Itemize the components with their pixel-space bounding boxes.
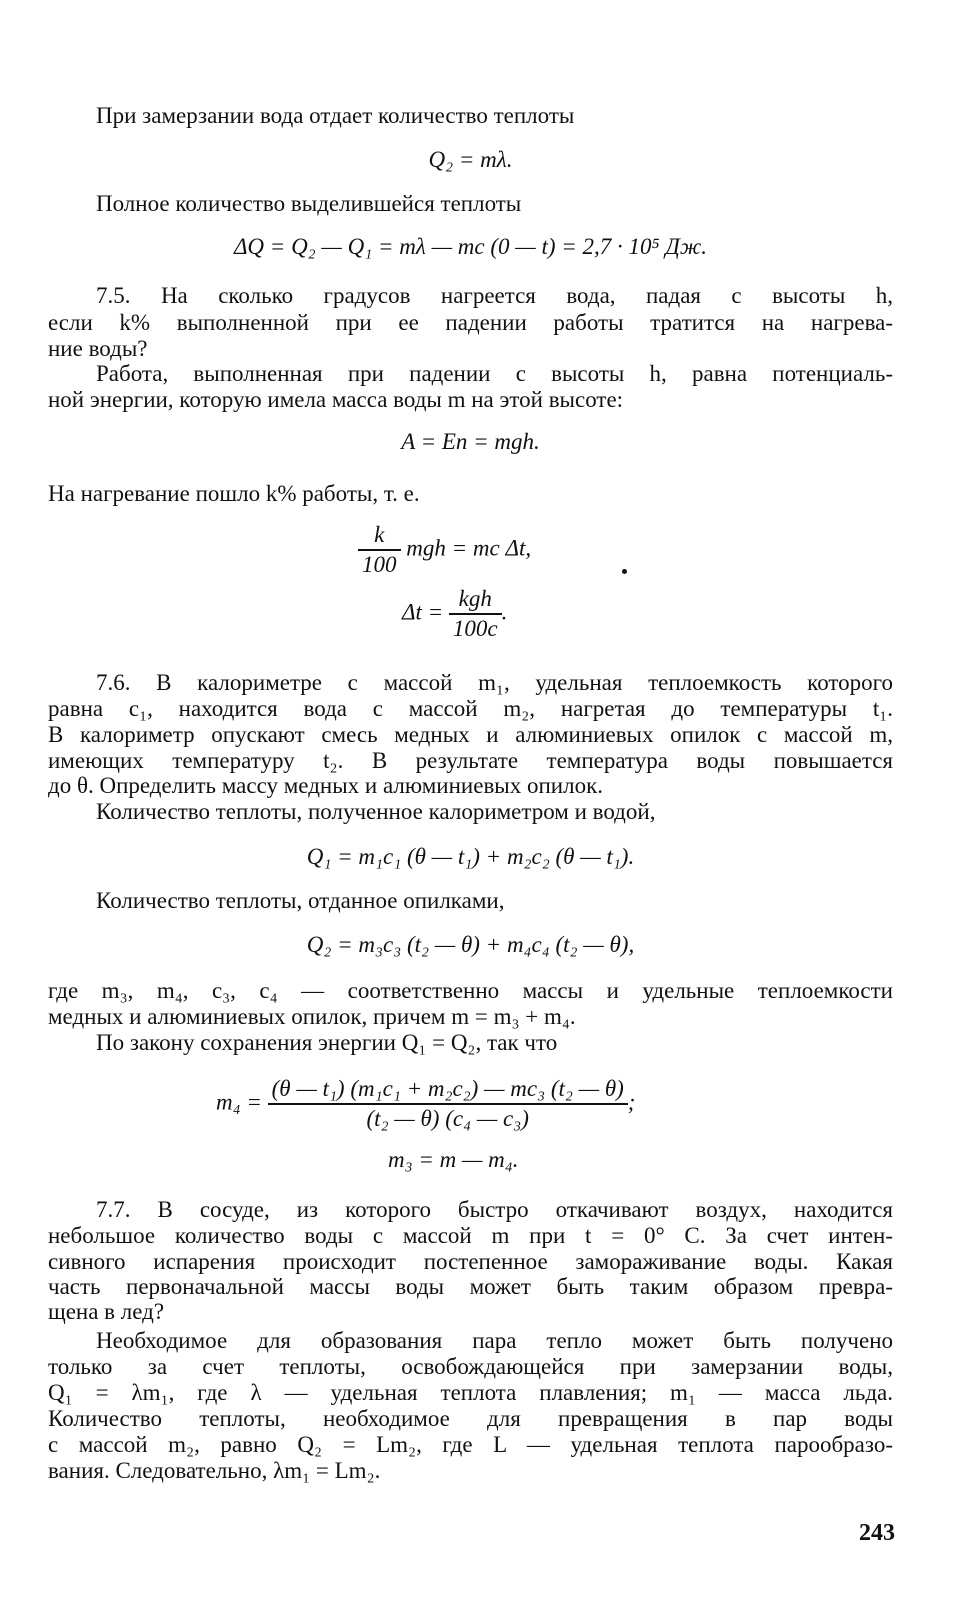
equation: Q₁ = m₁c₁ (θ — t₁) + m₂c₂ (θ — t₁). (306, 844, 635, 869)
fraction-numerator: kgh (449, 586, 502, 615)
text-line: равна c₁, находится вода с массой m₂, нагретая до температуры t₁. (48, 696, 893, 721)
fraction-denominator: (t₂ — θ) (c₄ — c₃) (366, 1106, 529, 1131)
text-line: Q₁ = λm₁, где λ — удельная теплота плавления; m₁ — масса льда. (48, 1380, 893, 1405)
equation-rest: mgh = mc Δt, (406, 535, 532, 561)
text-line: медных и алюминиевых опилок, причем m = m₃ + m₄. (48, 1004, 576, 1029)
text-line: Количество теплоты, отданное опилками, (96, 888, 505, 913)
equation: m₃ = m — m₄. (388, 1147, 519, 1172)
problem-heading: 7.6. В калориметре с массой m₁, удельная теплоемкость которого (96, 670, 893, 695)
text-line: Необходимое для образования пара тепло может быть получено (96, 1328, 893, 1353)
text-line: На нагревание пошло k% работы, т. е. (48, 481, 420, 506)
text-line: если k% выполненной при ее падении работы тратится на нагрева- (48, 310, 893, 335)
text-line: где m₃, m₄, c₃, c₄ — соответственно массы и удельные теплоемкости (48, 978, 893, 1003)
fraction-equation-1 (358, 522, 531, 578)
equation: Q₂ = mλ. (428, 147, 513, 172)
text-line: вания. Следовательно, λm₁ = Lm₂. (48, 1458, 381, 1483)
equation: ΔQ = Q₂ — Q₁ = mλ — mc (0 — t) = 2,7 · 10⁵ Дж. (233, 234, 708, 259)
fraction-denominator: 100 (362, 552, 397, 577)
problem-heading: 7.7. В сосуде, из которого быстро откачивают воздух, находится (96, 1197, 893, 1222)
text-line: Количество теплоты, необходимое для превращения в пар воды (48, 1406, 893, 1431)
problem-heading: 7.5. На сколько градусов нагреется вода, падая с высоты h, (96, 283, 893, 308)
text-line: часть первоначальной массы воды может быть таким образом превра- (48, 1274, 893, 1299)
text-line: При замерзании вода отдает количество теплоты (96, 103, 575, 128)
text-line: только за счет теплоты, освобождающейся при замерзании воды, (48, 1354, 893, 1379)
text-line: По закону сохранения энергии Q₁ = Q₂, так что (96, 1030, 558, 1055)
fraction-numerator: (θ — t₁) (m₁c₁ + m₂c₂) — mc₃ (t₂ — θ) (268, 1076, 628, 1105)
page-number: 243 (859, 1520, 895, 1546)
text-line: с массой m₂, равно Q₂ = Lm₂, где L — удельная теплота парообразо- (48, 1432, 893, 1457)
text-line: до θ. Определить массу медных и алюминиевых опилок. (48, 773, 604, 798)
text-line: Полное количество выделившейся теплоты (96, 191, 522, 216)
equation-rest: . (501, 599, 508, 625)
text-line: Работа, выполненная при падении с высоты h, равна потенциаль- (96, 361, 893, 386)
fraction-equation-3 (216, 1076, 635, 1132)
equation-lhs: m₄ = (216, 1089, 262, 1115)
text-line: В калориметр опускают смесь медных и алюминиевых опилок с массой m, (48, 722, 893, 747)
equation-lhs: Δt = (402, 599, 444, 625)
fraction-equation-2 (402, 586, 507, 642)
text-line: небольшое количество воды с массой m при t = 0° С. За счет интен- (48, 1223, 893, 1248)
equation: A = Eп = mgh. (401, 429, 540, 454)
fraction-numerator: k (358, 522, 401, 551)
print-speck (622, 569, 627, 574)
text-line: сивного испарения происходит постепенное замораживание воды. Какая (48, 1249, 893, 1274)
text-line: Количество теплоты, полученное калориметром и водой, (96, 799, 656, 824)
equation-rest: ; (627, 1089, 636, 1115)
fraction-denominator: 100c (452, 616, 498, 641)
text-line: ние воды? (48, 336, 148, 361)
text-line: имеющих температуру t₂. В результате температура воды повышается (48, 748, 893, 773)
equation: Q₂ = m₃c₃ (t₂ — θ) + m₄c₄ (t₂ — θ), (306, 932, 635, 957)
text-line: щена в лед? (48, 1299, 165, 1324)
text-line: ной энергии, которую имела масса воды m на этой высоте: (48, 387, 624, 412)
